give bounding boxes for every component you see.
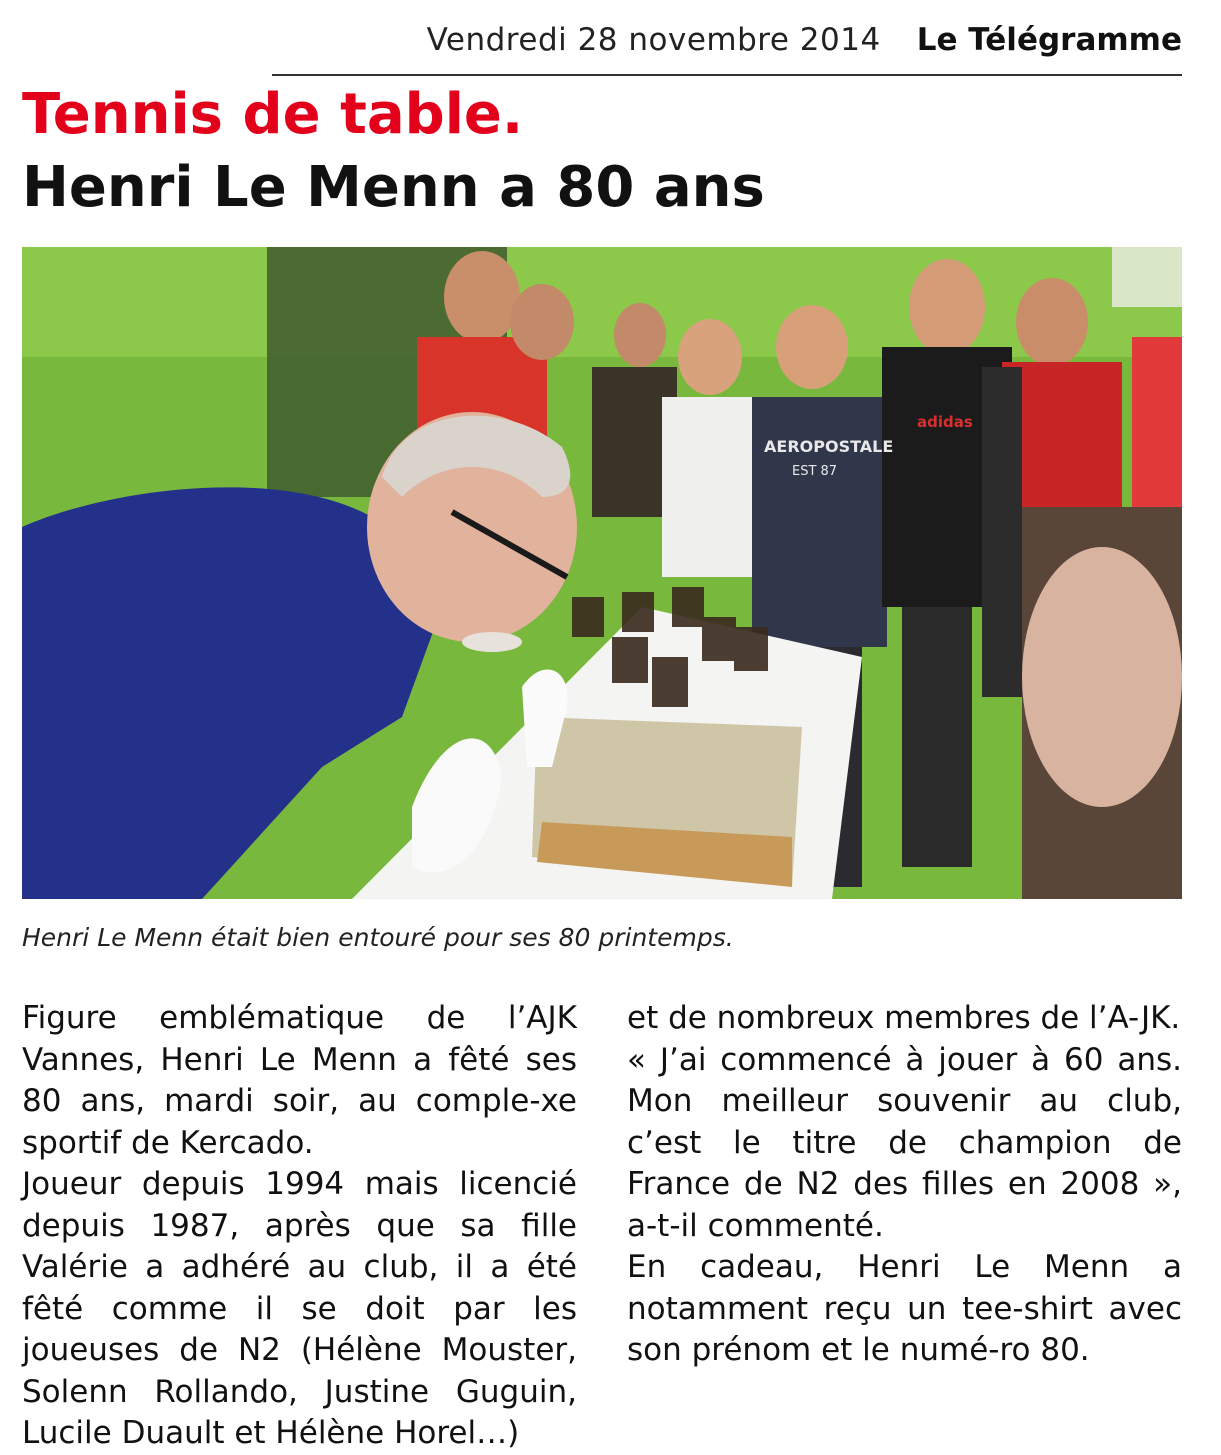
article-column-right bbox=[627, 998, 1182, 1372]
tshirt-logo-est87: EST 87 bbox=[792, 464, 838, 479]
masthead bbox=[272, 18, 1182, 76]
publication-date: Vendredi 28 novembre 2014 bbox=[426, 22, 881, 58]
article-photo bbox=[22, 247, 1182, 899]
article-paragraph-quote: « J’ai commencé à jouer à 60 ans. Mon meilleur souvenir au club, c’est le titre de champion de France de N2 des filles en 2008 », a-t-il commenté. bbox=[627, 1041, 1182, 1244]
article-kicker: Tennis de table. bbox=[22, 82, 524, 147]
article-paragraph-history: Joueur depuis 1994 mais licencié depuis 1987, après que sa fille Valérie a adhéré au club, il a été fêté comme il se doit par les joueuses de N2 (Hélène Mouster, Solenn Rollando, Justine Guguin, Lucile Duault et Hélène Horel…) bbox=[22, 1166, 577, 1451]
article-column-left bbox=[22, 998, 577, 1455]
tshirt-logo-aeropostale: AEROPOSTALE bbox=[764, 437, 894, 456]
article-paragraph-intro: Figure emblématique de l’AJK Vannes, Henri Le Menn a fêté ses 80 ans, mardi soir, au comple-xe sportif de Kercado. bbox=[22, 1000, 577, 1161]
photo-caption: Henri Le Menn était bien entouré pour ses 80 printemps. bbox=[22, 923, 734, 952]
tshirt-logo-adidas: adidas bbox=[917, 413, 973, 431]
newspaper-name: Le Télégramme bbox=[916, 22, 1182, 58]
article-paragraph-gift: En cadeau, Henri Le Menn a notamment reçu un tee-shirt avec son prénom et le numé-ro 80. bbox=[627, 1249, 1182, 1368]
article-headline: Henri Le Menn a 80 ans bbox=[22, 155, 765, 220]
article-paragraph-history-continued: et de nombreux membres de l’A-JK. bbox=[627, 1000, 1181, 1036]
